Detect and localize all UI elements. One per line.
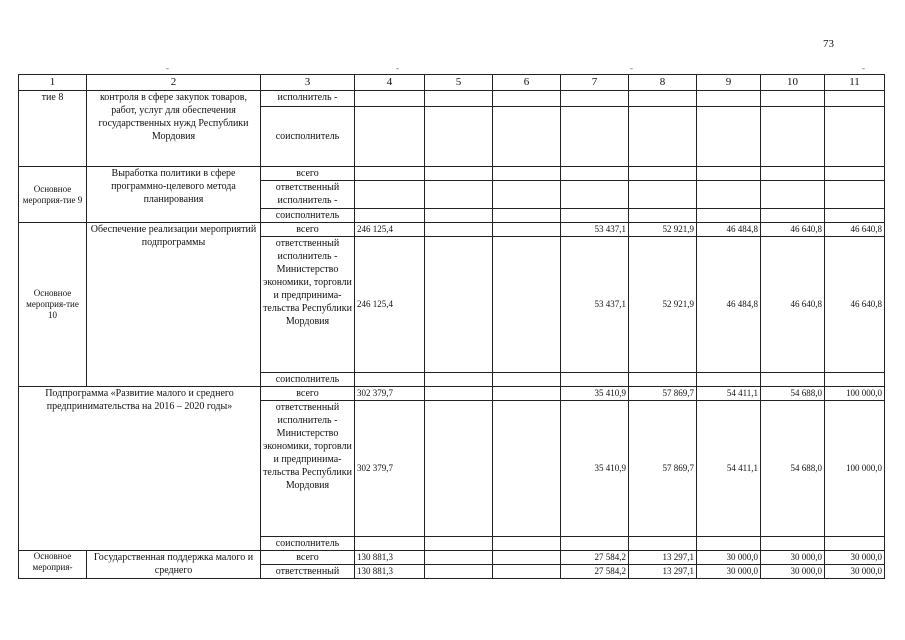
table-row: [19, 91, 885, 107]
table-row: [19, 387, 885, 401]
value-cell: 54 688,0: [761, 387, 825, 401]
role-cell: соисполнитель: [261, 537, 355, 551]
role-cell: ответственный: [261, 565, 355, 579]
role-cell: всего: [261, 387, 355, 401]
value-cell: 54 688,0: [761, 401, 825, 537]
scan-mark: -: [630, 63, 633, 73]
role-cell: исполнитель -: [261, 91, 355, 107]
scan-mark: -: [166, 63, 169, 73]
value-cell: 30 000,0: [825, 565, 885, 579]
event-name-cell: тие 8: [19, 91, 87, 167]
value-cell: 53 437,1: [561, 223, 629, 237]
value-cell: 57 869,7: [629, 401, 697, 537]
event-description-cell: Государственная поддержка малого и среднего: [87, 551, 261, 579]
value-cell: 52 921,9: [629, 237, 697, 373]
value-cell: 27 584,2: [561, 551, 629, 565]
event-description-cell: Выработка политики в сфере программно-целевого метода планирования: [87, 167, 261, 223]
value-cell: 30 000,0: [761, 565, 825, 579]
role-cell: ответственный исполнитель - Министерство экономики, торговли и предпринима-тельства Республики Мордовия: [261, 401, 355, 537]
value-cell: 30 000,0: [697, 551, 761, 565]
header-cell: 9: [697, 75, 761, 91]
value-cell: 100 000,0: [825, 387, 885, 401]
value-cell: 52 921,9: [629, 223, 697, 237]
table-row: [19, 167, 885, 181]
event-description-cell: Обеспечение реализации мероприятий подпрограммы: [87, 223, 261, 387]
scan-mark: -: [862, 63, 865, 73]
value-cell: 35 410,9: [561, 401, 629, 537]
header-cell: 11: [825, 75, 885, 91]
page-number: 73: [823, 38, 834, 50]
subprogram-title-cell: Подпрограмма «Развитие малого и среднего предпринимательства на 2016 – 2020 годы»: [19, 387, 261, 551]
header-cell: 8: [629, 75, 697, 91]
value-cell: 54 411,1: [697, 387, 761, 401]
value-cell: 54 411,1: [697, 401, 761, 537]
event-name-cell: Основное мероприя-тие 9: [19, 167, 87, 223]
header-row: [19, 75, 885, 91]
role-cell: ответственный исполнитель -: [261, 181, 355, 209]
value-cell: 302 379,7: [355, 387, 425, 401]
value-cell: 246 125,4: [355, 223, 425, 237]
header-cell: 4: [355, 75, 425, 91]
value-cell: 302 379,7: [355, 401, 425, 537]
header-cell: 5: [425, 75, 493, 91]
value-cell: 57 869,7: [629, 387, 697, 401]
role-cell: ответственный исполнитель - Министерство экономики, торговли и предпринима-тельства Республики Мордовия: [261, 237, 355, 373]
role-cell: соисполнитель: [261, 209, 355, 223]
value-cell: 130 881,3: [355, 565, 425, 579]
table-row: [19, 551, 885, 565]
role-cell: всего: [261, 223, 355, 237]
value-cell: 13 297,1: [629, 551, 697, 565]
event-name-cell: Основное мероприя-тие 10: [19, 223, 87, 387]
value-cell: 27 584,2: [561, 565, 629, 579]
header-cell: 10: [761, 75, 825, 91]
header-cell: 3: [261, 75, 355, 91]
value-cell: 53 437,1: [561, 237, 629, 373]
value-cell: 130 881,3: [355, 551, 425, 565]
scan-mark: -: [396, 63, 399, 73]
header-cell: 2: [87, 75, 261, 91]
budget-table: [18, 74, 885, 579]
event-description-cell: контроля в сфере закупок товаров, работ, услуг для обеспечения государственных нужд Республики Мордовия: [87, 91, 261, 167]
header-cell: 1: [19, 75, 87, 91]
value-cell: 35 410,9: [561, 387, 629, 401]
header-cell: 7: [561, 75, 629, 91]
value-cell: 46 640,8: [761, 223, 825, 237]
value-cell: 46 484,8: [697, 223, 761, 237]
value-cell: 246 125,4: [355, 237, 425, 373]
value-cell: 46 484,8: [697, 237, 761, 373]
table-row: [19, 223, 885, 237]
event-name-cell: Основное мероприя-: [19, 551, 87, 579]
value-cell: 46 640,8: [761, 237, 825, 373]
role-cell: всего: [261, 167, 355, 181]
value-cell: 13 297,1: [629, 565, 697, 579]
value-cell: 30 000,0: [825, 551, 885, 565]
header-cell: 6: [493, 75, 561, 91]
value-cell: 30 000,0: [761, 551, 825, 565]
value-cell: 100 000,0: [825, 401, 885, 537]
value-cell: 46 640,8: [825, 223, 885, 237]
value-cell: 30 000,0: [697, 565, 761, 579]
role-cell: всего: [261, 551, 355, 565]
role-cell: соисполнитель: [261, 373, 355, 387]
value-cell: 46 640,8: [825, 237, 885, 373]
role-cell: соисполнитель: [261, 107, 355, 167]
